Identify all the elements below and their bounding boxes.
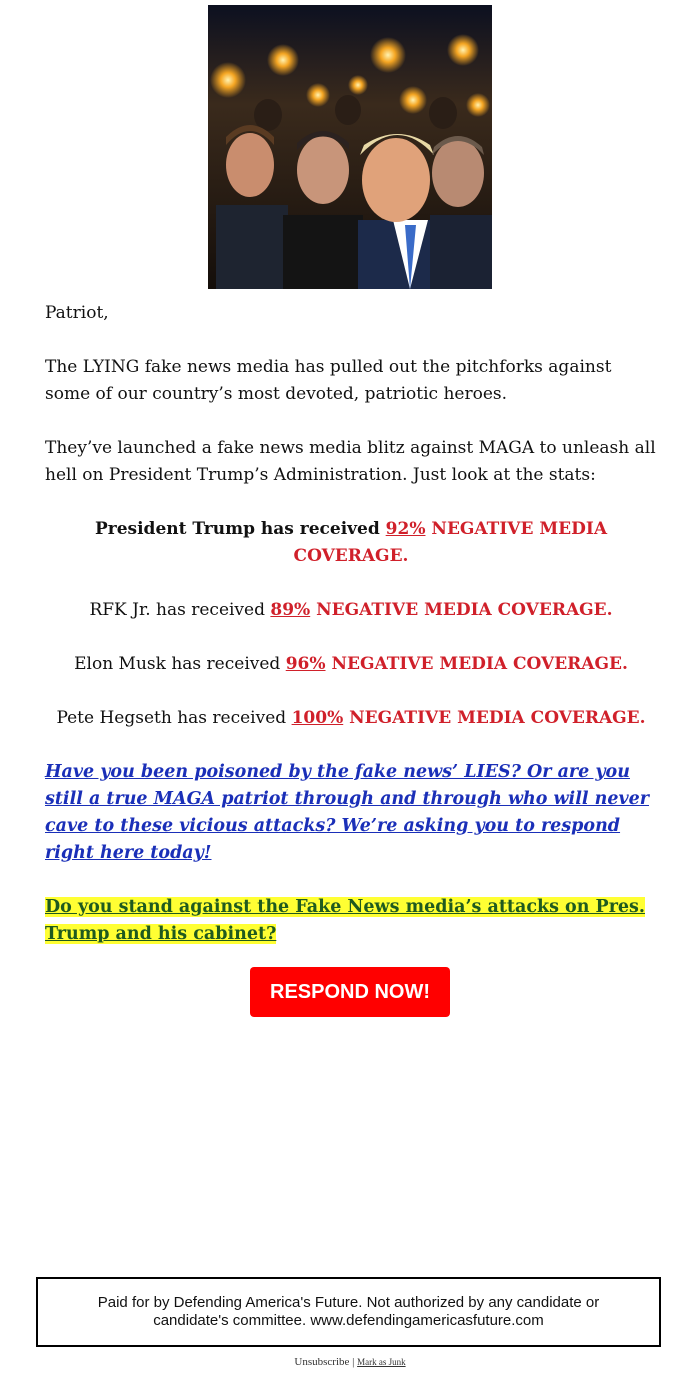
stat-musk — [45, 651, 657, 678]
hero-image — [208, 5, 492, 289]
stat-suffix: NEGATIVE MEDIA COVERAGE. — [325, 654, 628, 674]
question-paragraph — [45, 759, 657, 867]
footer-separator: | — [352, 1356, 355, 1368]
stat-suffix: NEGATIVE MEDIA COVERAGE. — [310, 600, 613, 620]
stats-intro-paragraph: They’ve launched a fake news media blitz against MAGA to unleash all hell on President Trump’s Administration. Just look at the stats: — [45, 438, 656, 485]
email-footer — [0, 1356, 700, 1368]
stat-prefix: Pete Hegseth has received — [56, 708, 292, 728]
stat-hegseth — [45, 705, 657, 732]
stat-rfk — [45, 597, 657, 624]
stat-prefix: RFK Jr. has received — [89, 600, 271, 620]
stat-percent-link[interactable]: 89% — [270, 600, 311, 620]
poisoned-question-link[interactable]: Have you been poisoned by the fake news’ LIES? Or are you still a true MAGA patriot through and through who will never cave to these vicious attacks? We’re asking you to respond right here today! — [45, 762, 649, 863]
stat-prefix: Elon Musk has received — [74, 654, 286, 674]
respond-now-button[interactable]: RESPOND NOW! — [250, 967, 450, 1017]
stat-suffix: NEGATIVE MEDIA COVERAGE. — [343, 708, 646, 728]
intro-paragraph: The LYING fake news media has pulled out the pitchforks against some of our country’s most devoted, patriotic heroes. — [45, 357, 612, 404]
mark-as-junk-link[interactable]: Mark as Junk — [357, 1357, 406, 1367]
stat-percent-link[interactable]: 96% — [285, 654, 326, 674]
stat-suffix: NEGATIVE MEDIA COVERAGE. — [293, 519, 608, 566]
highlight-paragraph — [45, 894, 657, 948]
stand-against-question-link[interactable]: Do you stand against the Fake News media’s attacks on Pres. Trump and his cabinet? — [45, 897, 645, 944]
stat-percent-link[interactable]: 100% — [291, 708, 344, 728]
stat-percent-link[interactable]: 92% — [385, 519, 426, 539]
unsubscribe-link[interactable]: Unsubscribe — [294, 1356, 350, 1368]
paid-for-disclaimer — [36, 1277, 661, 1347]
stat-prefix: President Trump has received — [94, 519, 386, 539]
stat-trump — [45, 516, 657, 570]
disclaimer-text: Paid for by Defending America's Future. Not authorized by any candidate or candidate's committee. www.defendingamericasfuture.com — [97, 1294, 600, 1329]
group-photo-image — [208, 5, 492, 289]
greeting: Patriot, — [45, 303, 109, 323]
